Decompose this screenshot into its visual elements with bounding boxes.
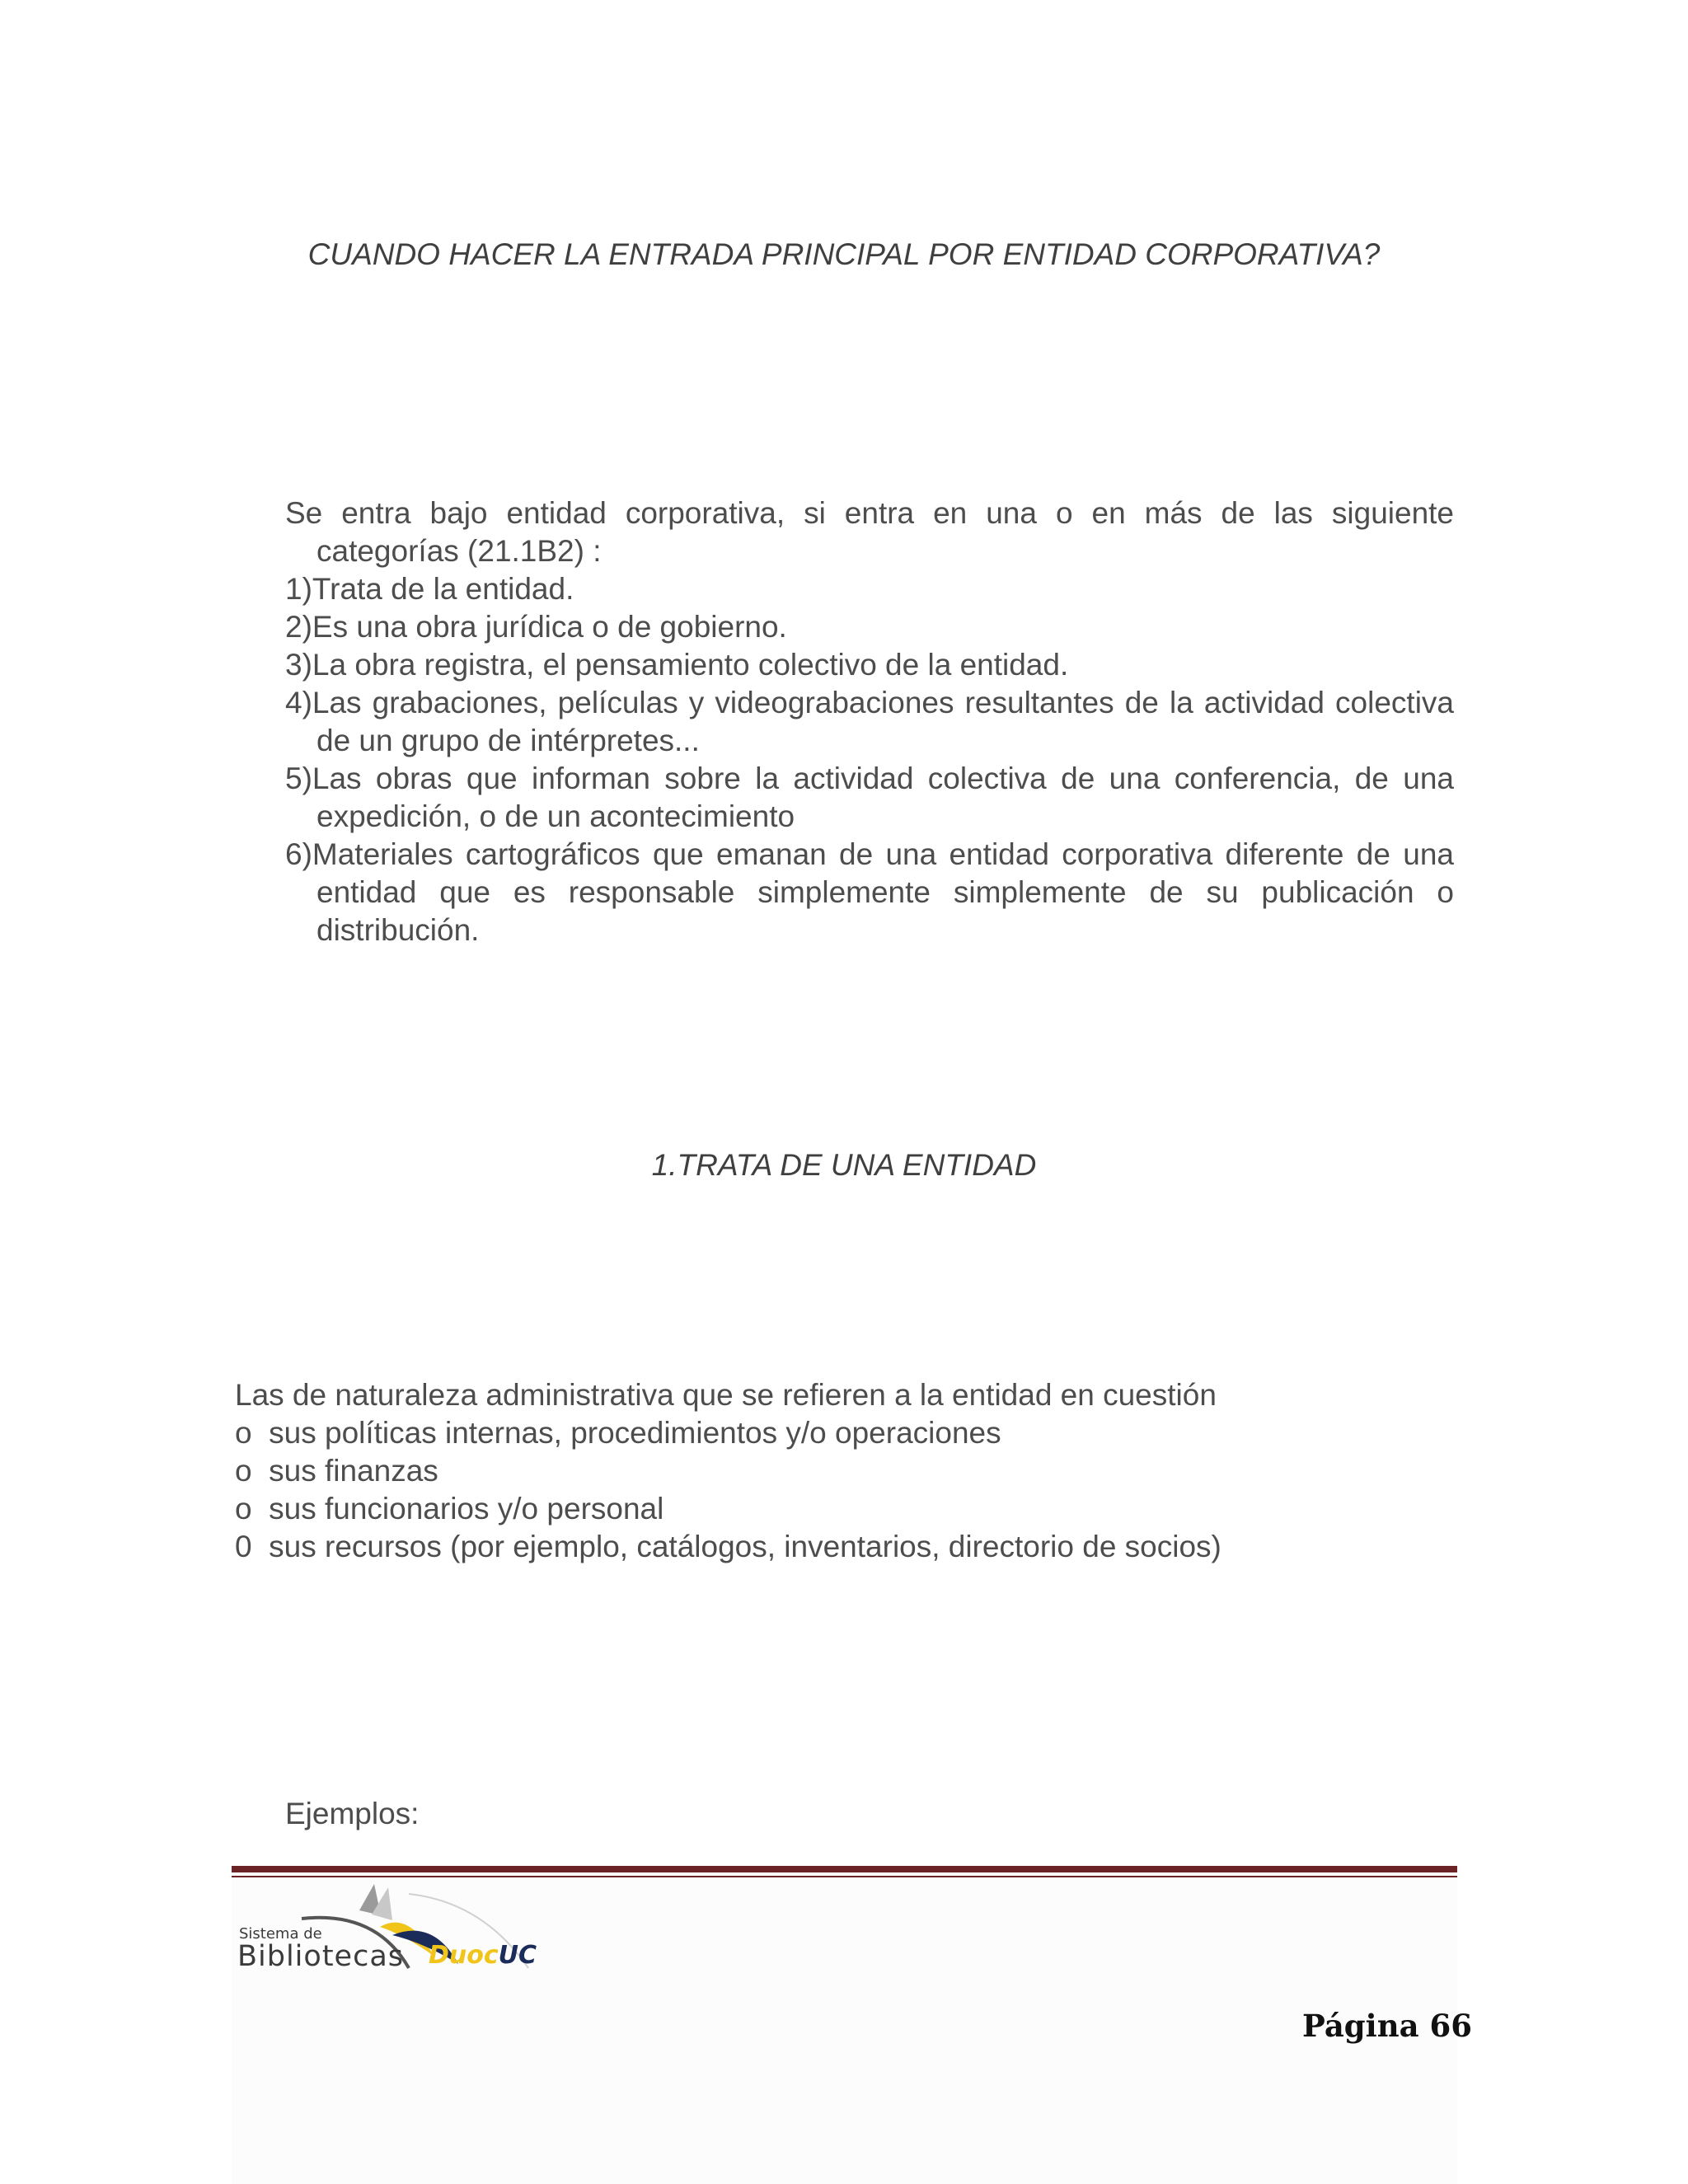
admin-item: o sus funcionarios y/o personal	[235, 1492, 664, 1526]
logo-small-text: Sistema de	[239, 1925, 322, 1943]
page-number: Página 66	[1302, 2008, 1472, 2044]
category-item: 1)Trata de la entidad.	[285, 572, 574, 606]
categories-lead: Se entra bajo entidad corporativa, si entra en una o en más de las siguiente categorías (21.1B2) :	[285, 496, 1454, 568]
admin-lead: Las de naturaleza administrativa que se refieren a la entidad en cuestión	[235, 1378, 1217, 1412]
examples-label: Ejemplos:	[285, 1797, 420, 1830]
logo-brand-duoc: Duoc	[429, 1941, 499, 1970]
main-heading: CUANDO HACER LA ENTRADA PRINCIPAL POR ENTIDAD CORPORATIVA?	[307, 237, 1381, 271]
logo-brand-uc: UC	[498, 1941, 537, 1970]
admin-item: o sus finanzas	[235, 1454, 438, 1488]
footer-rule	[232, 1866, 1457, 1872]
category-item: 3)La obra registra, el pensamiento colectivo de la entidad.	[285, 648, 1069, 682]
categories-list	[285, 494, 1454, 949]
section-heading: 1.TRATA DE UNA ENTIDAD	[651, 1148, 1037, 1182]
category-item: 4)Las grabaciones, películas y videograbaciones resultantes de la actividad colectiva de un grupo de intérpretes...	[285, 686, 1454, 757]
category-item: 6)Materiales cartográficos que emanan de una entidad corporativa diferente de una entidad que es responsable simplemente simplemente de su publicación o distribución.	[285, 837, 1454, 947]
logo-big-text: Bibliotecas	[237, 1940, 404, 1973]
admin-list	[235, 1376, 1389, 1566]
category-item: 2)Es una obra jurídica o de gobierno.	[285, 610, 787, 644]
logo-brand	[429, 1941, 537, 1970]
category-item: 5)Las obras que informan sobre la actividad colectiva de una conferencia, de una expedición, o de un acontecimiento	[285, 762, 1454, 833]
admin-item: 0 sus recursos (por ejemplo, catálogos, inventarios, directorio de socios)	[235, 1530, 1221, 1563]
admin-item: o sus políticas internas, procedimientos y/o operaciones	[235, 1416, 1001, 1450]
